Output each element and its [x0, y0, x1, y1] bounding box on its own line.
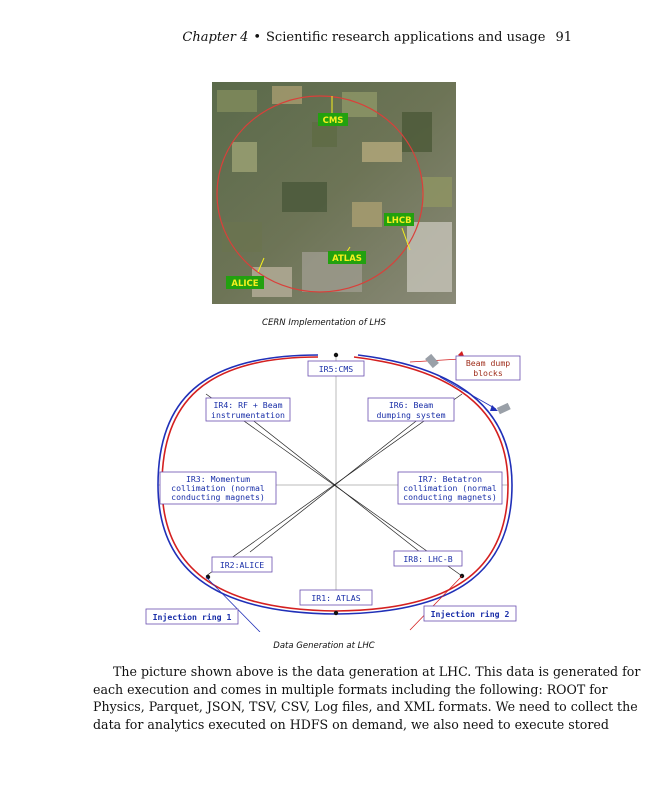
label-ir5-cms — [308, 361, 364, 376]
label-alice — [226, 276, 264, 289]
svg-text:IR2:ALICE: IR2:ALICE — [219, 560, 265, 570]
label-ir1-atlas — [300, 590, 372, 605]
label-atlas — [328, 251, 366, 264]
svg-text:IR3: Momentum: IR3: Momentum — [185, 474, 251, 484]
svg-text:IR6: Beam: IR6: Beam — [388, 400, 434, 410]
label-ir2-alice — [212, 557, 272, 572]
label-ir3-momentum — [160, 472, 276, 504]
svg-text:CMS: CMS — [322, 116, 344, 126]
svg-text:IR4: RF + Beam: IR4: RF + Beam — [213, 400, 283, 410]
running-header — [0, 30, 572, 45]
chapter-title: Scientific research applications and usage — [266, 30, 546, 45]
svg-text:dumping system: dumping system — [376, 410, 446, 420]
label-lhcb — [384, 213, 414, 226]
figure2-caption: Data Generation at LHC — [273, 641, 375, 651]
svg-text:blocks: blocks — [473, 368, 503, 378]
svg-text:IR1: ATLAS: IR1: ATLAS — [311, 593, 361, 603]
svg-text:ATLAS: ATLAS — [332, 254, 362, 264]
dump-block-top — [425, 354, 439, 368]
svg-text:ALICE: ALICE — [231, 279, 259, 289]
svg-text:IR8: LHC-B: IR8: LHC-B — [403, 554, 453, 564]
header-bullet: • — [253, 30, 262, 45]
svg-text:Beam dump: Beam dump — [465, 358, 511, 368]
body-line: Physics, Parquet, JSON, TSV, CSV, Log files, and XML formats. We need to collect the — [93, 699, 638, 714]
label-ir8-lhcb — [394, 551, 462, 566]
label-injection-ring-2 — [424, 606, 516, 621]
figure1-caption: CERN Implementation of LHS — [262, 318, 386, 328]
body-line: The picture shown above is the data generation at LHC. This data is generated for — [113, 664, 641, 679]
chapter-label: Chapter 4 — [182, 30, 249, 45]
injection-line-2 — [410, 576, 462, 630]
body-line: data for analytics executed on HDFS on demand, we also need to execute stored — [93, 716, 609, 732]
svg-text:Injection ring 2: Injection ring 2 — [430, 609, 510, 619]
body-line: each execution and comes in multiple formats including the following: ROOT for — [93, 681, 608, 697]
svg-text:collimation (normal: collimation (normal — [403, 483, 497, 493]
svg-text:Injection ring 1: Injection ring 1 — [152, 612, 232, 622]
label-cms — [318, 113, 348, 126]
label-ir6-beam-dump — [368, 398, 454, 421]
svg-text:collimation (normal: collimation (normal — [171, 483, 265, 493]
label-ir4-rf-beam — [206, 398, 290, 421]
svg-text:IR7: Betatron: IR7: Betatron — [417, 474, 483, 484]
svg-text:IR5:CMS: IR5:CMS — [318, 364, 354, 374]
label-injection-ring-1 — [146, 609, 238, 624]
page-number: 91 — [555, 30, 572, 45]
svg-text:conducting magnets): conducting magnets) — [403, 492, 497, 502]
label-ir7-betatron — [398, 472, 502, 504]
body-paragraph — [93, 663, 641, 733]
svg-text:LHCB: LHCB — [386, 216, 412, 226]
label-beam-dump-blocks — [456, 356, 520, 380]
dump-block-right — [497, 403, 511, 414]
cern-aerial-figure — [212, 82, 456, 304]
lhc-schematic-figure — [140, 347, 530, 632]
svg-text:instrumentation: instrumentation — [211, 410, 285, 420]
svg-text:conducting magnets): conducting magnets) — [171, 492, 265, 502]
